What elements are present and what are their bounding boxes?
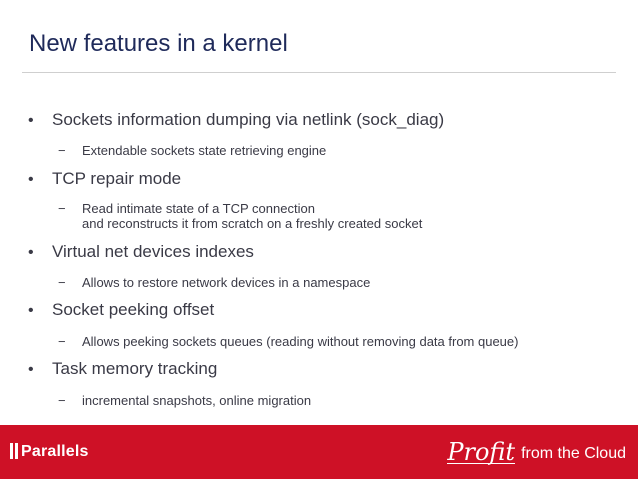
bullet-dot-icon: •	[28, 171, 34, 188]
dash-icon: −	[58, 334, 66, 349]
dash-icon: −	[58, 201, 66, 216]
sub-text: incremental snapshots, online migration	[82, 393, 312, 408]
bullet-item	[28, 359, 217, 379]
bullet-text: Sockets information dumping via netlink (sock_diag)	[52, 110, 445, 129]
bullet-dot-icon: •	[28, 112, 34, 129]
bullet-item	[28, 300, 214, 320]
bullet-dot-icon: •	[28, 361, 34, 378]
bullet-dot-icon: •	[28, 302, 34, 319]
footer-bar	[0, 425, 638, 479]
parallels-logo	[10, 443, 89, 461]
bullet-text: Socket peeking offset	[52, 300, 215, 319]
slogan-script: Profit	[447, 438, 516, 466]
slogan-text: from the Cloud	[521, 445, 626, 462]
logo-text: Parallels	[21, 443, 89, 460]
sub-text: Allows to restore network devices in a namespace	[82, 275, 371, 290]
dash-icon: −	[58, 275, 66, 290]
dash-icon: −	[58, 393, 66, 408]
bullet-text: Virtual net devices indexes	[52, 242, 254, 261]
bullet-dot-icon: •	[28, 244, 34, 261]
dash-icon: −	[58, 143, 66, 158]
bullet-item	[28, 242, 254, 262]
bullet-text: Task memory tracking	[52, 359, 218, 378]
sub-text: and reconstructs it from scratch on a freshly created socket	[82, 216, 423, 231]
bullet-item	[28, 110, 444, 130]
slide-title: New features in a kernel	[29, 30, 288, 57]
bullet-text: TCP repair mode	[52, 169, 182, 188]
parallels-bars-icon	[10, 443, 18, 459]
bullet-item	[28, 169, 181, 189]
sub-text: Extendable sockets state retrieving engine	[82, 143, 327, 158]
slogan	[447, 438, 626, 466]
sub-text: Read intimate state of a TCP connection	[82, 201, 315, 216]
sub-text: Allows peeking sockets queues (reading without removing data from queue)	[82, 334, 519, 349]
